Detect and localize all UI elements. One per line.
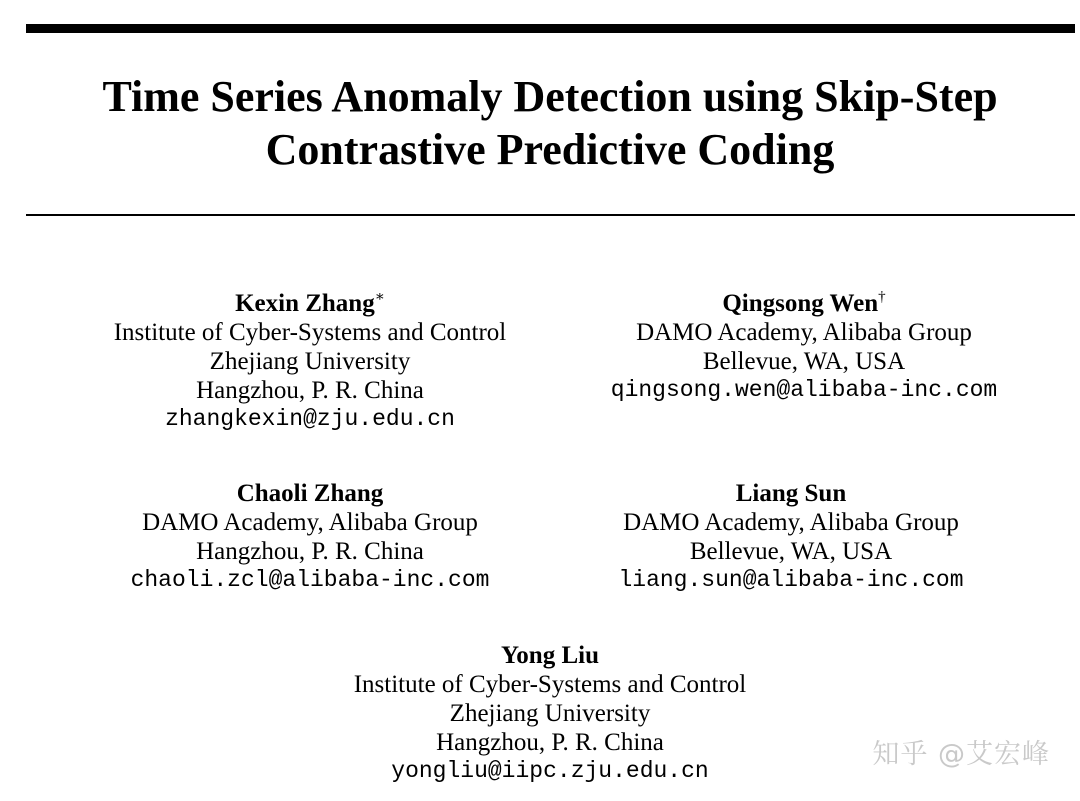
author-location: Hangzhou, P. R. China [436,729,664,756]
author-affiliation: Zhejiang University [449,700,651,727]
author-name: Chaoli Zhang [236,480,384,507]
author-email: chaoli.zcl@alibaba-inc.com [130,567,490,593]
author-location: Bellevue, WA, USA [689,538,893,565]
author-email: zhangkexin@zju.edu.cn [165,406,455,432]
author-location: Bellevue, WA, USA [702,348,906,375]
zhihu-watermark: 知乎 @艾宏峰 [872,739,1050,770]
author-block-kexin-zhang [60,289,560,434]
author-affiliation: DAMO Academy, Alibaba Group [636,319,972,346]
author-block-qingsong-wen [554,289,1054,405]
author-location: Hangzhou, P. R. China [196,377,424,404]
author-footnote-mark: † [878,289,886,305]
title-bottom-rule [26,214,1075,216]
author-block-chaoli-zhang [60,479,560,595]
author-name: Kexin Zhang∗ [235,289,385,317]
author-block-liang-sun [541,479,1041,595]
author-name: Yong Liu [501,642,599,669]
paper-title-line-1: Time Series Anomaly Detection using Skip-Step [102,72,998,121]
paper-title [0,70,1080,176]
author-affiliation: DAMO Academy, Alibaba Group [142,509,478,536]
author-email: qingsong.wen@alibaba-inc.com [610,377,998,403]
author-email: liang.sun@alibaba-inc.com [618,567,964,593]
author-affiliation: Institute of Cyber-Systems and Control [113,319,507,346]
author-email: yongliu@iipc.zju.edu.cn [391,758,709,784]
author-affiliation: DAMO Academy, Alibaba Group [623,509,959,536]
author-footnote-mark: ∗ [374,289,385,305]
author-block-yong-liu [300,641,800,786]
author-name: Qingsong Wen† [722,289,886,317]
author-name: Liang Sun [735,480,847,507]
paper-title-line-2: Contrastive Predictive Coding [265,125,835,174]
author-affiliation: Zhejiang University [209,348,411,375]
author-affiliation: Institute of Cyber-Systems and Control [353,671,747,698]
author-location: Hangzhou, P. R. China [196,538,424,565]
top-rule [26,24,1075,33]
